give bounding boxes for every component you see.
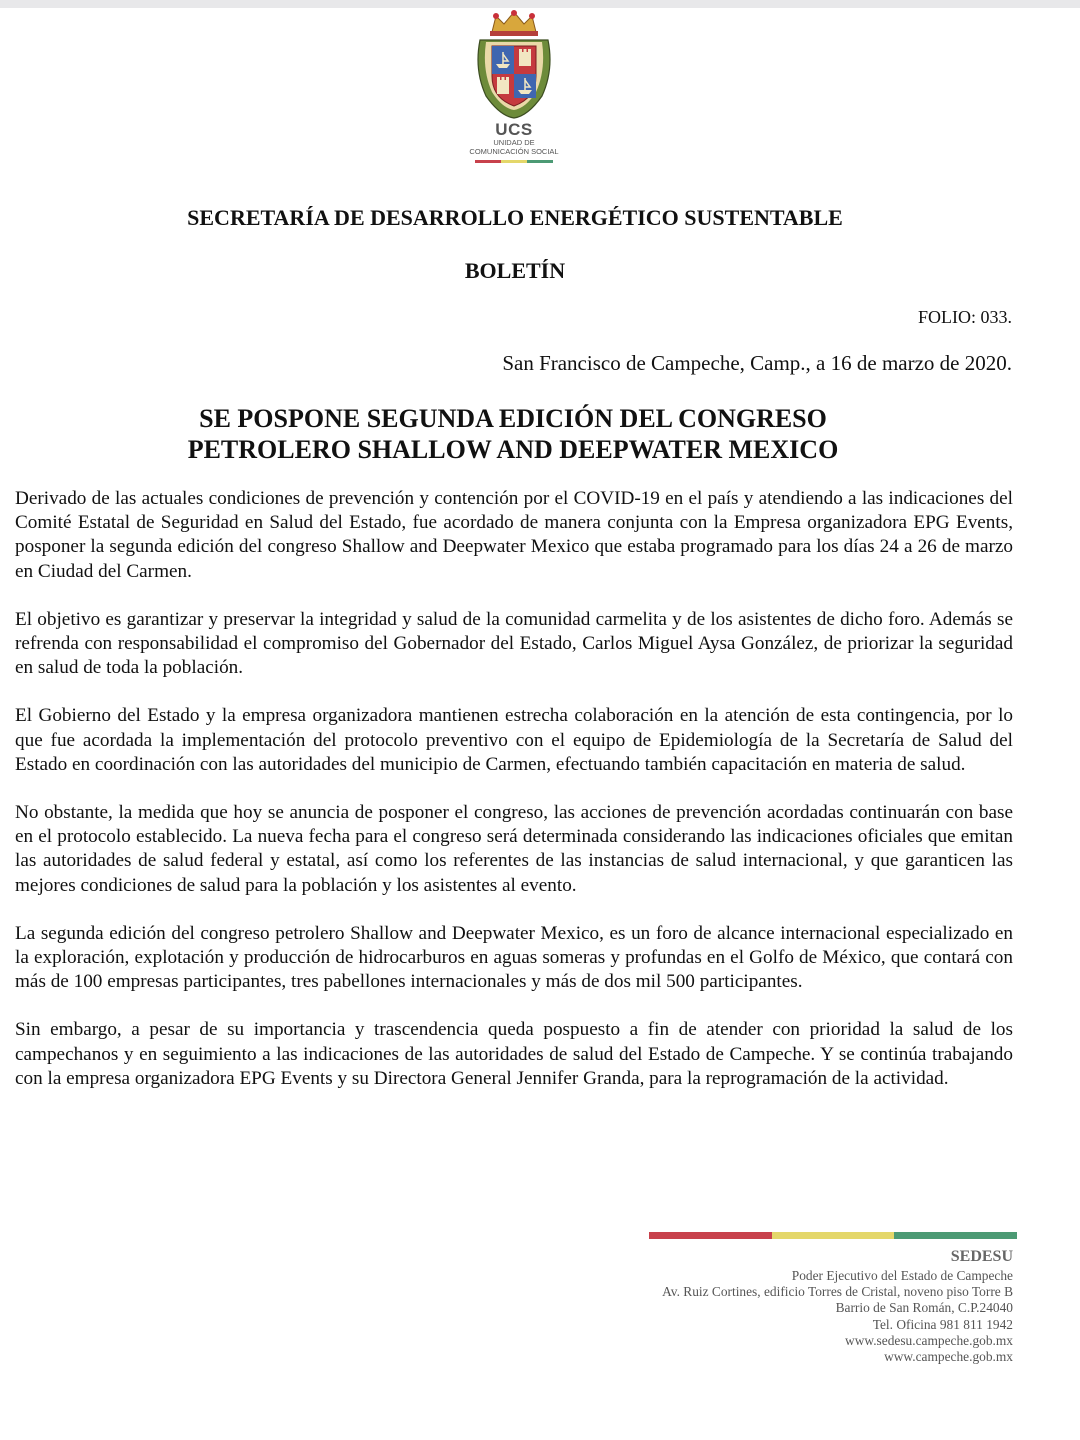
secretaria-title: SECRETARÍA DE DESARROLLO ENERGÉTICO SUSTENTABLE: [187, 205, 843, 230]
paragraph-2: El objetivo es garantizar y preservar la integridad y salud de la comunidad carmelita y de los asistentes de dicho foro. Además se refrenda con responsabilidad el compromiso del Gobernador del Estado, Carlos Miguel Aysa González, de priorizar la seguridad en salud de toda la población.: [15, 608, 1013, 679]
footer-brand: SEDESU: [950, 1248, 1013, 1265]
ucs-logo: [446, 10, 582, 182]
footer-line1: Poder Ejecutivo del Estado de Campeche: [791, 1268, 1013, 1283]
stripe-yellow: [501, 160, 527, 163]
footer-address: Av. Ruiz Cortines, edificio Torres de Cristal, noveno piso Torre B: [662, 1284, 1013, 1300]
ucs-subtitle-line2: COMUNICACIÓN SOCIAL: [469, 147, 559, 156]
footer-stripe-green: [894, 1232, 1017, 1239]
stripe-green: [527, 160, 553, 163]
bulletin-body: [15, 487, 1013, 1115]
headline: [0, 403, 1026, 465]
ucs-acronym: UCS: [495, 120, 533, 139]
place-date: San Francisco de Campeche, Camp., a 16 de marzo de 2020.: [502, 351, 1012, 375]
folio-number: FOLIO: 033.: [918, 307, 1012, 327]
stripe-red: [475, 160, 501, 163]
paragraph-6: Sin embargo, a pesar de su importancia y trascendencia queda pospuesto a fin de atender con prioridad la salud de los campechanos y en seguimiento a las indicaciones de las autoridades de salud del Estado de Campeche. Y se continúa trabajando con la empresa organizadora EPG Events y su Directora General Jennifer Granda, para la reprogramación de la actividad.: [15, 1019, 1013, 1089]
footer-barrio: Barrio de San Román, C.P.24040: [835, 1300, 1013, 1316]
document-type: BOLETÍN: [464, 258, 566, 283]
campeche-coat-of-arms-icon: [472, 10, 556, 120]
paragraph-3: El Gobierno del Estado y la empresa organizadora mantienen estrecha colaboración en la atención de esta contingencia, por lo que fue acordada la implementación del protocolo preventivo con el equipo de Epidemiología de la Secretaría de Salud del Estado en coordinación con las autoridades del municipio de Carmen, efectuando también capacitación en materia de salud.: [15, 705, 1013, 775]
headline-line1: SE POSPONE SEGUNDA EDICIÓN DEL CONGRESO: [199, 404, 827, 433]
footer-stripe-yellow: [772, 1232, 895, 1239]
footer-web-campeche[interactable]: www.campeche.gob.mx: [884, 1349, 1013, 1365]
top-band: [0, 0, 1080, 8]
ucs-subtitle-line1: UNIDAD DE: [493, 138, 535, 147]
paragraph-1: Derivado de las actuales condiciones de prevención y contención por el COVID-19 en el país y atendiendo a las indicaciones del Comité Estatal de Seguridad en Salud del Estado, fue acordado de manera conjunta con la Empresa organizadora EPG Events, posponer la segunda edición del congreso Shallow and Deepwater Mexico que estaba programado para los días 24 a 26 de marzo en Ciudad del Carmen.: [15, 488, 1013, 582]
footer-web-sedesu[interactable]: www.sedesu.campeche.gob.mx: [845, 1332, 1013, 1348]
paragraph-5: La segunda edición del congreso petrolero Shallow and Deepwater Mexico, es un foro de alcance internacional especializado en la exploración, explotación y producción de hidrocarburos en aguas someras y profundas en el Golfo de México, que contará con más de 100 empresas participantes, tres pabellones internacionales y más de dos mil 500 participantes.: [15, 922, 1013, 993]
footer-contact: [662, 1246, 1013, 1365]
footer-phone: Tel. Oficina 981 811 1942: [872, 1316, 1013, 1332]
headline-line2: PETROLERO SHALLOW AND DEEPWATER MEXICO: [187, 435, 839, 464]
footer-color-stripe: [649, 1232, 1017, 1239]
logo-color-stripe: [475, 160, 553, 163]
footer-stripe-red: [649, 1232, 772, 1239]
paragraph-4: No obstante, la medida que hoy se anuncia de posponer el congreso, las acciones de prevención acordadas continuarán con base en el protocolo establecido. La nueva fecha para el congreso será determinada considerando las indicaciones oficiales que emitan las autoridades de salud federal y estatal, así como los referentes de las instancias de salud internacional, y que garanticen las mejores condiciones de salud para la población y los asistentes al evento.: [15, 802, 1013, 896]
